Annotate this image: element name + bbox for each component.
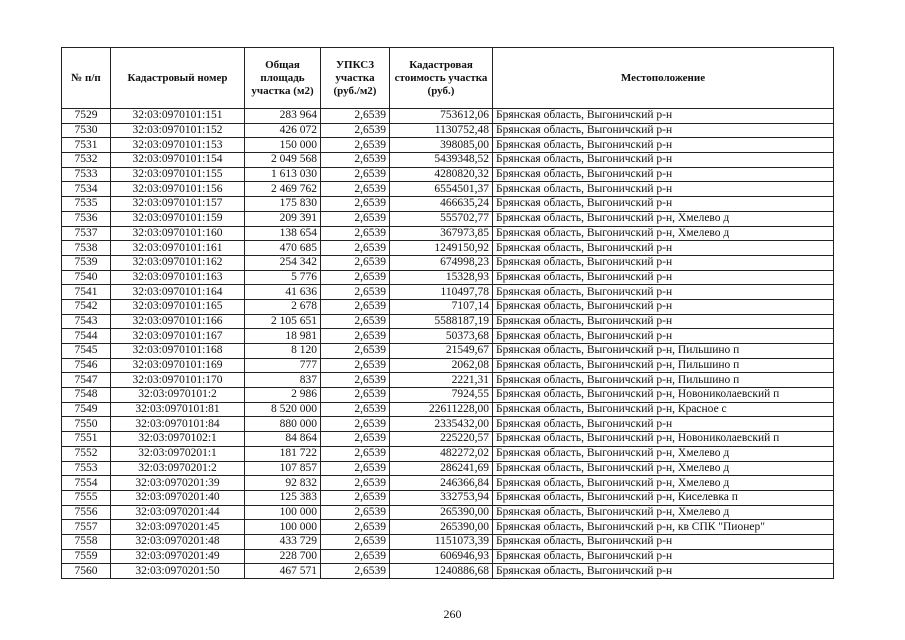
upksz-value: 2,6539 bbox=[321, 344, 390, 359]
location-text: Брянская область, Выгоничский р-н bbox=[493, 123, 834, 138]
area-value: 209 391 bbox=[245, 211, 321, 226]
cadastral-number: 32:03:0970101:165 bbox=[111, 299, 245, 314]
location-text: Брянская область, Выгоничский р-н bbox=[493, 138, 834, 153]
row-number: 7552 bbox=[62, 446, 111, 461]
row-number: 7551 bbox=[62, 432, 111, 447]
cadastral-number: 32:03:0970101:163 bbox=[111, 270, 245, 285]
location-text: Брянская область, Выгоничский р-н bbox=[493, 564, 834, 579]
area-value: 100 000 bbox=[245, 520, 321, 535]
row-number: 7560 bbox=[62, 564, 111, 579]
location-text: Брянская область, Выгоничский р-н, Новониколаевский п bbox=[493, 388, 834, 403]
table-row bbox=[62, 329, 834, 344]
cadastral-number: 32:03:0970101:167 bbox=[111, 329, 245, 344]
upksz-value: 2,6539 bbox=[321, 402, 390, 417]
area-value: 426 072 bbox=[245, 123, 321, 138]
table-row bbox=[62, 153, 834, 168]
cost-value: 1151073,39 bbox=[390, 534, 493, 549]
row-number: 7544 bbox=[62, 329, 111, 344]
upksz-value: 2,6539 bbox=[321, 197, 390, 212]
row-number: 7559 bbox=[62, 549, 111, 564]
location-text: Брянская область, Выгоничский р-н bbox=[493, 299, 834, 314]
cost-value: 1249150,92 bbox=[390, 241, 493, 256]
upksz-value: 2,6539 bbox=[321, 534, 390, 549]
cadastral-table bbox=[61, 47, 834, 579]
area-value: 8 120 bbox=[245, 344, 321, 359]
table-row bbox=[62, 358, 834, 373]
row-number: 7540 bbox=[62, 270, 111, 285]
table-row bbox=[62, 476, 834, 491]
cost-value: 398085,00 bbox=[390, 138, 493, 153]
area-value: 138 654 bbox=[245, 226, 321, 241]
location-text: Брянская область, Выгоничский р-н, Пильшино п bbox=[493, 344, 834, 359]
cost-value: 4280820,32 bbox=[390, 167, 493, 182]
location-text: Брянская область, Выгоничский р-н bbox=[493, 285, 834, 300]
row-number: 7537 bbox=[62, 226, 111, 241]
cadastral-number: 32:03:0970101:168 bbox=[111, 344, 245, 359]
cadastral-number: 32:03:0970101:155 bbox=[111, 167, 245, 182]
upksz-value: 2,6539 bbox=[321, 432, 390, 447]
cost-value: 367973,85 bbox=[390, 226, 493, 241]
cost-value: 50373,68 bbox=[390, 329, 493, 344]
cost-value: 22611228,00 bbox=[390, 402, 493, 417]
location-text: Брянская область, Выгоничский р-н bbox=[493, 109, 834, 124]
header-num: № п/п bbox=[62, 48, 111, 109]
row-number: 7548 bbox=[62, 388, 111, 403]
upksz-value: 2,6539 bbox=[321, 211, 390, 226]
area-value: 150 000 bbox=[245, 138, 321, 153]
header-location: Местоположение bbox=[493, 48, 834, 109]
table-row bbox=[62, 461, 834, 476]
area-value: 880 000 bbox=[245, 417, 321, 432]
location-text: Брянская область, Выгоничский р-н bbox=[493, 329, 834, 344]
cadastral-number: 32:03:0970101:161 bbox=[111, 241, 245, 256]
table-header-row bbox=[62, 48, 834, 109]
table-row bbox=[62, 417, 834, 432]
area-value: 837 bbox=[245, 373, 321, 388]
page-number: 260 bbox=[443, 607, 462, 621]
upksz-value: 2,6539 bbox=[321, 167, 390, 182]
row-number: 7533 bbox=[62, 167, 111, 182]
header-area: Общая площадь участка (м2) bbox=[245, 48, 321, 109]
table-row bbox=[62, 505, 834, 520]
table-row bbox=[62, 123, 834, 138]
cost-value: 5588187,19 bbox=[390, 314, 493, 329]
area-value: 2 105 651 bbox=[245, 314, 321, 329]
cost-value: 5439348,52 bbox=[390, 153, 493, 168]
table-row bbox=[62, 564, 834, 579]
cadastral-number: 32:03:0970101:153 bbox=[111, 138, 245, 153]
table-row bbox=[62, 226, 834, 241]
table-row bbox=[62, 167, 834, 182]
table-row bbox=[62, 432, 834, 447]
area-value: 2 678 bbox=[245, 299, 321, 314]
cadastral-number: 32:03:0970101:81 bbox=[111, 402, 245, 417]
table-row bbox=[62, 109, 834, 124]
cost-value: 1240886,68 bbox=[390, 564, 493, 579]
area-value: 181 722 bbox=[245, 446, 321, 461]
cadastral-number: 32:03:0970102:1 bbox=[111, 432, 245, 447]
table-row bbox=[62, 270, 834, 285]
upksz-value: 2,6539 bbox=[321, 373, 390, 388]
area-value: 2 986 bbox=[245, 388, 321, 403]
row-number: 7534 bbox=[62, 182, 111, 197]
row-number: 7554 bbox=[62, 476, 111, 491]
table-row bbox=[62, 299, 834, 314]
upksz-value: 2,6539 bbox=[321, 446, 390, 461]
upksz-value: 2,6539 bbox=[321, 153, 390, 168]
location-text: Брянская область, Выгоничский р-н, Новониколаевский п bbox=[493, 432, 834, 447]
upksz-value: 2,6539 bbox=[321, 417, 390, 432]
location-text: Брянская область, Выгоничский р-н bbox=[493, 549, 834, 564]
row-number: 7530 bbox=[62, 123, 111, 138]
cost-value: 674998,23 bbox=[390, 255, 493, 270]
cost-value: 21549,67 bbox=[390, 344, 493, 359]
location-text: Брянская область, Выгоничский р-н, Красное с bbox=[493, 402, 834, 417]
row-number: 7539 bbox=[62, 255, 111, 270]
cadastral-number: 32:03:0970101:2 bbox=[111, 388, 245, 403]
area-value: 107 857 bbox=[245, 461, 321, 476]
table-row bbox=[62, 549, 834, 564]
upksz-value: 2,6539 bbox=[321, 520, 390, 535]
cadastral-number: 32:03:0970201:50 bbox=[111, 564, 245, 579]
location-text: Брянская область, Выгоничский р-н bbox=[493, 255, 834, 270]
cadastral-number: 32:03:0970101:166 bbox=[111, 314, 245, 329]
upksz-value: 2,6539 bbox=[321, 461, 390, 476]
table-row bbox=[62, 138, 834, 153]
row-number: 7538 bbox=[62, 241, 111, 256]
area-value: 777 bbox=[245, 358, 321, 373]
cadastral-number: 32:03:0970201:48 bbox=[111, 534, 245, 549]
location-text: Брянская область, Выгоничский р-н, Хмелево д bbox=[493, 476, 834, 491]
cadastral-number: 32:03:0970101:156 bbox=[111, 182, 245, 197]
upksz-value: 2,6539 bbox=[321, 270, 390, 285]
table-row bbox=[62, 388, 834, 403]
upksz-value: 2,6539 bbox=[321, 358, 390, 373]
area-value: 175 830 bbox=[245, 197, 321, 212]
cadastral-number: 32:03:0970101:170 bbox=[111, 373, 245, 388]
location-text: Брянская область, Выгоничский р-н bbox=[493, 534, 834, 549]
location-text: Брянская область, Выгоничский р-н, Пильшино п bbox=[493, 373, 834, 388]
cadastral-number: 32:03:0970201:49 bbox=[111, 549, 245, 564]
cost-value: 2221,31 bbox=[390, 373, 493, 388]
area-value: 254 342 bbox=[245, 255, 321, 270]
area-value: 100 000 bbox=[245, 505, 321, 520]
row-number: 7553 bbox=[62, 461, 111, 476]
upksz-value: 2,6539 bbox=[321, 314, 390, 329]
upksz-value: 2,6539 bbox=[321, 123, 390, 138]
table-row bbox=[62, 446, 834, 461]
table-row bbox=[62, 314, 834, 329]
area-value: 5 776 bbox=[245, 270, 321, 285]
location-text: Брянская область, Выгоничский р-н bbox=[493, 417, 834, 432]
upksz-value: 2,6539 bbox=[321, 564, 390, 579]
table-body bbox=[62, 109, 834, 579]
upksz-value: 2,6539 bbox=[321, 299, 390, 314]
upksz-value: 2,6539 bbox=[321, 182, 390, 197]
row-number: 7546 bbox=[62, 358, 111, 373]
location-text: Брянская область, Выгоничский р-н, Хмелево д bbox=[493, 446, 834, 461]
cost-value: 606946,93 bbox=[390, 549, 493, 564]
area-value: 467 571 bbox=[245, 564, 321, 579]
cost-value: 555702,77 bbox=[390, 211, 493, 226]
cadastral-number: 32:03:0970201:44 bbox=[111, 505, 245, 520]
area-value: 125 383 bbox=[245, 490, 321, 505]
upksz-value: 2,6539 bbox=[321, 285, 390, 300]
area-value: 41 636 bbox=[245, 285, 321, 300]
area-value: 2 469 762 bbox=[245, 182, 321, 197]
header-upksz: УПКСЗ участка (руб./м2) bbox=[321, 48, 390, 109]
location-text: Брянская область, Выгоничский р-н bbox=[493, 197, 834, 212]
row-number: 7545 bbox=[62, 344, 111, 359]
cadastral-number: 32:03:0970101:159 bbox=[111, 211, 245, 226]
upksz-value: 2,6539 bbox=[321, 388, 390, 403]
table-row bbox=[62, 520, 834, 535]
row-number: 7549 bbox=[62, 402, 111, 417]
upksz-value: 2,6539 bbox=[321, 109, 390, 124]
upksz-value: 2,6539 bbox=[321, 490, 390, 505]
area-value: 470 685 bbox=[245, 241, 321, 256]
location-text: Брянская область, Выгоничский р-н bbox=[493, 153, 834, 168]
location-text: Брянская область, Выгоничский р-н, Хмелево д bbox=[493, 461, 834, 476]
row-number: 7542 bbox=[62, 299, 111, 314]
cost-value: 1130752,48 bbox=[390, 123, 493, 138]
cadastral-number: 32:03:0970201:40 bbox=[111, 490, 245, 505]
cost-value: 225220,57 bbox=[390, 432, 493, 447]
cadastral-number: 32:03:0970201:39 bbox=[111, 476, 245, 491]
cadastral-number: 32:03:0970101:162 bbox=[111, 255, 245, 270]
header-cost: Кадастровая стоимость участка (руб.) bbox=[390, 48, 493, 109]
cost-value: 246366,84 bbox=[390, 476, 493, 491]
cost-value: 265390,00 bbox=[390, 505, 493, 520]
row-number: 7541 bbox=[62, 285, 111, 300]
row-number: 7550 bbox=[62, 417, 111, 432]
row-number: 7543 bbox=[62, 314, 111, 329]
cadastral-number: 32:03:0970101:154 bbox=[111, 153, 245, 168]
location-text: Брянская область, Выгоничский р-н bbox=[493, 270, 834, 285]
location-text: Брянская область, Выгоничский р-н, Хмелево д bbox=[493, 226, 834, 241]
location-text: Брянская область, Выгоничский р-н, Хмелево д bbox=[493, 505, 834, 520]
cadastral-number: 32:03:0970201:2 bbox=[111, 461, 245, 476]
table-row bbox=[62, 344, 834, 359]
location-text: Брянская область, Выгоничский р-н bbox=[493, 314, 834, 329]
area-value: 228 700 bbox=[245, 549, 321, 564]
location-text: Брянская область, Выгоничский р-н bbox=[493, 182, 834, 197]
upksz-value: 2,6539 bbox=[321, 476, 390, 491]
cost-value: 7924,55 bbox=[390, 388, 493, 403]
cadastral-number: 32:03:0970201:1 bbox=[111, 446, 245, 461]
cadastral-number: 32:03:0970101:169 bbox=[111, 358, 245, 373]
location-text: Брянская область, Выгоничский р-н, Киселевка п bbox=[493, 490, 834, 505]
table-row bbox=[62, 241, 834, 256]
table-row bbox=[62, 490, 834, 505]
area-value: 8 520 000 bbox=[245, 402, 321, 417]
upksz-value: 2,6539 bbox=[321, 241, 390, 256]
cadastral-number: 32:03:0970101:164 bbox=[111, 285, 245, 300]
area-value: 2 049 568 bbox=[245, 153, 321, 168]
row-number: 7558 bbox=[62, 534, 111, 549]
cost-value: 482272,02 bbox=[390, 446, 493, 461]
location-text: Брянская область, Выгоничский р-н bbox=[493, 241, 834, 256]
upksz-value: 2,6539 bbox=[321, 505, 390, 520]
location-text: Брянская область, Выгоничский р-н, Хмелево д bbox=[493, 211, 834, 226]
row-number: 7529 bbox=[62, 109, 111, 124]
upksz-value: 2,6539 bbox=[321, 255, 390, 270]
cadastral-number: 32:03:0970101:84 bbox=[111, 417, 245, 432]
cost-value: 7107,14 bbox=[390, 299, 493, 314]
area-value: 84 864 bbox=[245, 432, 321, 447]
area-value: 433 729 bbox=[245, 534, 321, 549]
table-row bbox=[62, 534, 834, 549]
location-text: Брянская область, Выгоничский р-н, кв СПК "Пионер" bbox=[493, 520, 834, 535]
area-value: 92 832 bbox=[245, 476, 321, 491]
cadastral-number: 32:03:0970101:157 bbox=[111, 197, 245, 212]
location-text: Брянская область, Выгоничский р-н, Пильшино п bbox=[493, 358, 834, 373]
row-number: 7555 bbox=[62, 490, 111, 505]
cost-value: 332753,94 bbox=[390, 490, 493, 505]
cadastral-number: 32:03:0970101:160 bbox=[111, 226, 245, 241]
cost-value: 2335432,00 bbox=[390, 417, 493, 432]
cost-value: 15328,93 bbox=[390, 270, 493, 285]
table-row bbox=[62, 255, 834, 270]
row-number: 7535 bbox=[62, 197, 111, 212]
cost-value: 286241,69 bbox=[390, 461, 493, 476]
cost-value: 6554501,37 bbox=[390, 182, 493, 197]
upksz-value: 2,6539 bbox=[321, 549, 390, 564]
area-value: 1 613 030 bbox=[245, 167, 321, 182]
cost-value: 2062,08 bbox=[390, 358, 493, 373]
row-number: 7556 bbox=[62, 505, 111, 520]
row-number: 7532 bbox=[62, 153, 111, 168]
cost-value: 466635,24 bbox=[390, 197, 493, 212]
row-number: 7531 bbox=[62, 138, 111, 153]
cadastral-number: 32:03:0970101:152 bbox=[111, 123, 245, 138]
table-row bbox=[62, 373, 834, 388]
table-row bbox=[62, 402, 834, 417]
cost-value: 753612,06 bbox=[390, 109, 493, 124]
row-number: 7557 bbox=[62, 520, 111, 535]
row-number: 7536 bbox=[62, 211, 111, 226]
upksz-value: 2,6539 bbox=[321, 329, 390, 344]
area-value: 283 964 bbox=[245, 109, 321, 124]
upksz-value: 2,6539 bbox=[321, 138, 390, 153]
area-value: 18 981 bbox=[245, 329, 321, 344]
cadastral-number: 32:03:0970201:45 bbox=[111, 520, 245, 535]
table-row bbox=[62, 211, 834, 226]
upksz-value: 2,6539 bbox=[321, 226, 390, 241]
cost-value: 110497,78 bbox=[390, 285, 493, 300]
row-number: 7547 bbox=[62, 373, 111, 388]
cost-value: 265390,00 bbox=[390, 520, 493, 535]
location-text: Брянская область, Выгоничский р-н bbox=[493, 167, 834, 182]
table-row bbox=[62, 197, 834, 212]
table-row bbox=[62, 182, 834, 197]
header-cadastral: Кадастровый номер bbox=[111, 48, 245, 109]
cadastral-number: 32:03:0970101:151 bbox=[111, 109, 245, 124]
table-row bbox=[62, 285, 834, 300]
